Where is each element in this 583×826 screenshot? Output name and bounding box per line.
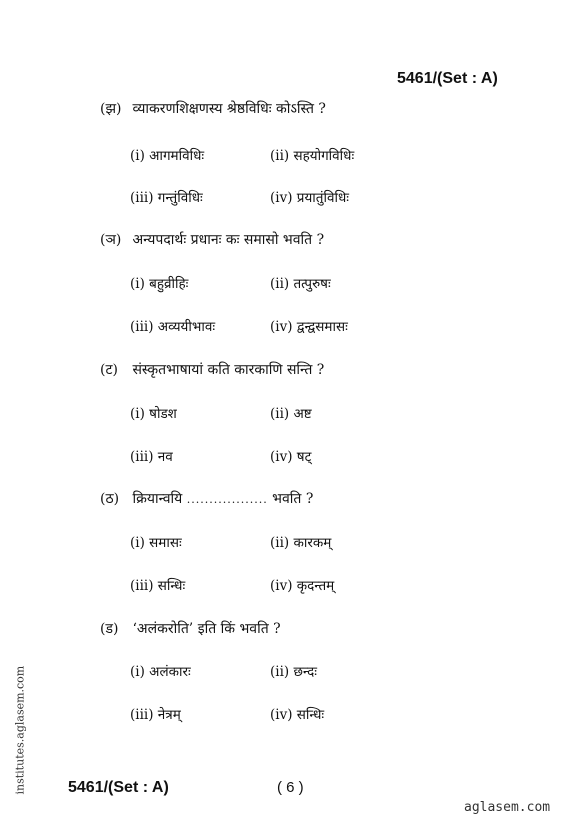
- site-watermark: aglasem.com: [464, 800, 551, 815]
- side-watermark: institutes.aglasem.com: [13, 665, 27, 795]
- question-text: व्याकरणशिक्षणस्य श्रेष्ठविधिः कोऽस्ति ?: [132, 101, 326, 117]
- option-ii: (ii) तत्पुरुषः: [270, 276, 331, 292]
- question-text-before: क्रियान्वयि: [132, 491, 183, 507]
- paper-code-footer: 5461/(Set : A): [68, 779, 169, 796]
- paper-code-header: 5461/(Set : A): [397, 70, 498, 87]
- option-i: (i) अलंकारः: [130, 664, 191, 680]
- question-label: (ञ): [100, 232, 122, 248]
- option-iv: (iv) कृदन्तम्: [270, 578, 335, 594]
- question-jha: [100, 99, 326, 118]
- option-iii: (iii) नव: [130, 449, 173, 465]
- question-text-after: भवति ?: [272, 491, 314, 507]
- option-ii: (ii) अष्ट: [270, 406, 312, 422]
- question-tta: [100, 360, 324, 379]
- option-iv: (iv) द्वन्द्वसमासः: [270, 319, 348, 335]
- question-nya: [100, 230, 324, 249]
- question-label: (झ): [100, 101, 122, 117]
- option-iii: (iii) गन्तुंविधिः: [130, 190, 203, 206]
- option-iv: (iv) षट्: [270, 449, 312, 465]
- option-ii: (ii) सहयोगविधिः: [270, 148, 355, 164]
- option-iv: (iv) प्रयातुंविधिः: [270, 190, 350, 206]
- question-text: अन्यपदार्थः प्रधानः कः समासो भवति ?: [132, 232, 325, 248]
- option-iv: (iv) सन्धिः: [270, 707, 325, 723]
- option-iii: (iii) अव्ययीभावः: [130, 319, 216, 335]
- option-i: (i) बहुव्रीहिः: [130, 276, 189, 292]
- question-text: ‘अलंकरोति’ इति किं भवति ?: [132, 621, 281, 637]
- option-ii: (ii) कारकम्: [270, 535, 332, 551]
- option-i: (i) षोडश: [130, 406, 177, 422]
- option-i: (i) समासः: [130, 535, 182, 551]
- option-i: (i) आगमविधिः: [130, 148, 205, 164]
- question-text: संस्कृतभाषायां कति कारकाणि सन्ति ?: [132, 362, 325, 378]
- question-ttha: [100, 489, 313, 508]
- question-label: (ठ): [100, 491, 120, 507]
- option-iii: (iii) नेत्रम्: [130, 707, 181, 723]
- page-number: ( 6 ): [277, 779, 304, 796]
- fill-in-blank: ..................: [186, 493, 268, 506]
- question-dda: [100, 619, 281, 638]
- question-label: (ड): [100, 621, 119, 637]
- option-iii: (iii) सन्धिः: [130, 578, 186, 594]
- option-ii: (ii) छन्दः: [270, 664, 317, 680]
- question-label: (ट): [100, 362, 118, 378]
